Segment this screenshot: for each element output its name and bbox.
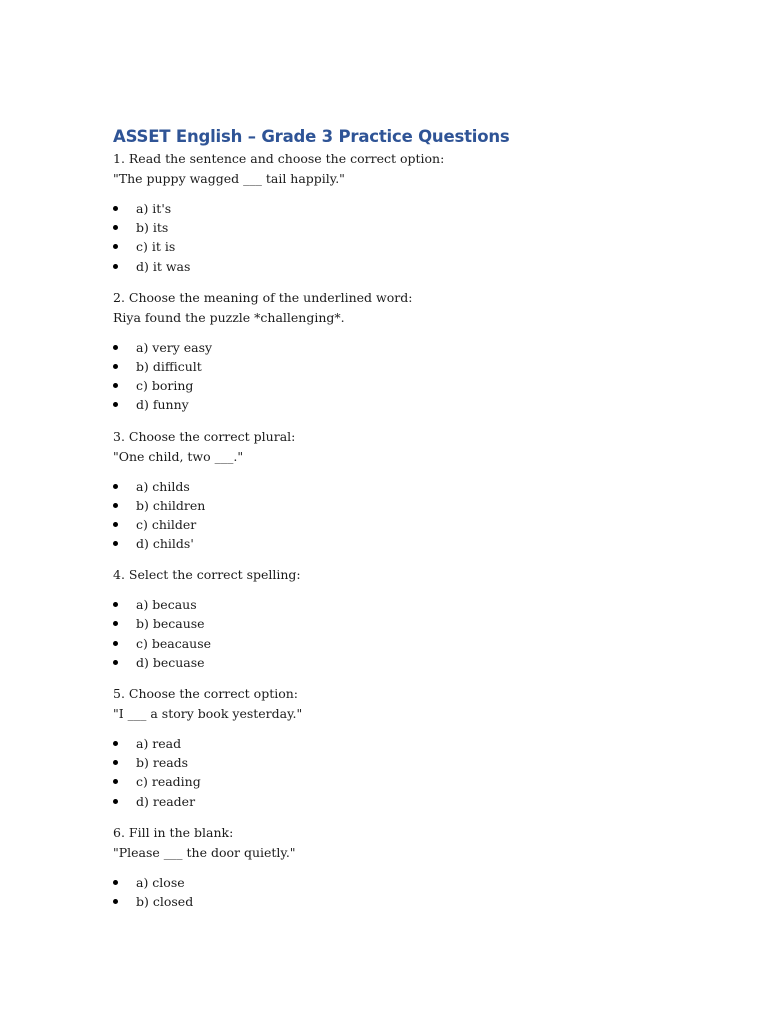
bullet-icon (113, 660, 118, 665)
question-prompt: 5. Choose the correct option: (113, 686, 299, 701)
option-label: c) it is (136, 239, 176, 255)
bullet-icon (113, 402, 118, 407)
option-item (113, 595, 713, 614)
bullet-icon (113, 541, 118, 546)
option-label: d) funny (136, 397, 189, 413)
option-label: c) boring (136, 378, 194, 394)
option-list (113, 595, 713, 672)
bullet-icon (113, 503, 118, 508)
bullet-icon (113, 779, 118, 784)
question-3 (113, 427, 713, 554)
option-item (113, 496, 713, 515)
bullet-icon (113, 383, 118, 388)
option-label: b) children (136, 497, 206, 513)
question-sentence: "The puppy wagged ___ tail happily." (113, 171, 345, 186)
option-label: a) childs (136, 478, 190, 494)
option-item (113, 772, 713, 791)
bullet-icon (113, 741, 118, 746)
question-4 (113, 565, 713, 672)
question-prompt: 1. Read the sentence and choose the correct option: (113, 151, 445, 166)
question-6 (113, 823, 713, 911)
option-label: b) reads (136, 755, 189, 771)
bullet-icon (113, 799, 118, 804)
bullet-icon (113, 364, 118, 369)
option-label: b) because (136, 616, 205, 632)
question-sentence: "I ___ a story book yesterday." (113, 706, 303, 721)
option-item (113, 634, 713, 653)
option-label: d) childs' (136, 536, 194, 552)
option-item (113, 792, 713, 811)
option-label: d) becuase (136, 654, 205, 670)
option-item (113, 376, 713, 395)
bullet-icon (113, 602, 118, 607)
option-list (113, 199, 713, 276)
bullet-icon (113, 899, 118, 904)
option-item (113, 734, 713, 753)
bullet-icon (113, 522, 118, 527)
option-item (113, 199, 713, 218)
option-label: c) beacause (136, 635, 212, 651)
bullet-icon (113, 225, 118, 230)
option-item (113, 477, 713, 496)
bullet-icon (113, 621, 118, 626)
option-label: a) very easy (136, 339, 213, 355)
option-label: c) childer (136, 516, 197, 532)
option-item (113, 218, 713, 237)
option-item (113, 357, 713, 376)
document-title: ASSET English – Grade 3 Practice Questions (113, 127, 510, 146)
option-label: c) reading (136, 774, 201, 790)
question-sentence: "Please ___ the door quietly." (113, 844, 296, 860)
option-label: a) read (136, 736, 182, 751)
option-label: d) reader (136, 793, 196, 809)
bullet-icon (113, 880, 118, 885)
option-label: a) close (136, 874, 185, 890)
option-label: a) it's (136, 201, 172, 216)
option-label: a) becaus (136, 597, 197, 613)
question-5 (113, 684, 713, 811)
question-prompt: 3. Choose the correct plural: (113, 428, 296, 444)
question-prompt: 6. Fill in the blank: (113, 824, 234, 840)
option-label: b) closed (136, 893, 194, 909)
question-list (113, 149, 713, 911)
bullet-icon (113, 760, 118, 765)
option-item (113, 653, 713, 672)
option-label: d) it was (136, 258, 191, 274)
option-label: b) its (136, 220, 169, 236)
option-list (113, 734, 713, 811)
question-1 (113, 149, 713, 276)
question-prompt: 2. Choose the meaning of the underlined word: (113, 289, 413, 305)
bullet-icon (113, 641, 118, 646)
bullet-icon (113, 206, 118, 211)
option-label: b) difficult (136, 358, 202, 374)
option-item (113, 753, 713, 772)
bullet-icon (113, 345, 118, 350)
question-sentence: "One child, two ___." (113, 448, 244, 464)
option-list (113, 477, 713, 554)
option-item (113, 534, 713, 553)
document-page (113, 124, 713, 923)
bullet-icon (113, 484, 118, 489)
option-list (113, 873, 713, 911)
option-item (113, 257, 713, 276)
bullet-icon (113, 264, 118, 269)
option-item (113, 338, 713, 357)
question-prompt: 4. Select the correct spelling: (113, 567, 301, 583)
option-item (113, 873, 713, 892)
option-item (113, 515, 713, 534)
option-item (113, 237, 713, 256)
bullet-icon (113, 244, 118, 249)
option-item (113, 395, 713, 414)
option-list (113, 338, 713, 415)
option-item (113, 614, 713, 633)
question-2 (113, 288, 713, 415)
question-sentence: Riya found the puzzle *challenging*. (113, 309, 345, 325)
option-item (113, 892, 713, 911)
